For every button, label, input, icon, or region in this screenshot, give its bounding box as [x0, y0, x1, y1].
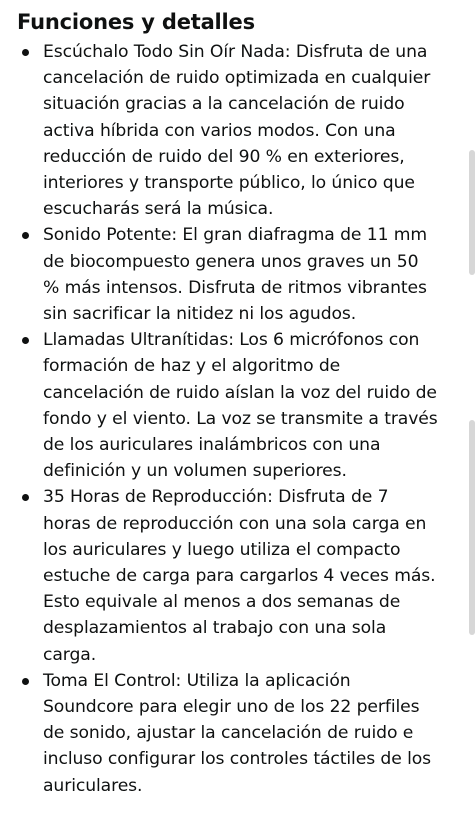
scrollbar-thumb[interactable]	[469, 150, 475, 275]
feature-text-line: definición y un volumen superiores.	[43, 461, 347, 482]
feature-text-line: de biocompuesto genera unos graves un 50	[43, 251, 419, 272]
feature-text-line: escucharás será la música.	[43, 199, 274, 220]
feature-text-line: cancelación de ruido optimizada en cualquier	[43, 68, 431, 89]
feature-text-line: activa híbrida con varios modos. Con una	[43, 120, 396, 141]
feature-text-line: cancelación de ruido aíslan la voz del ruido de	[43, 382, 437, 403]
feature-text-line: Toma El Control: Utiliza la aplicación	[43, 670, 351, 691]
feature-text-line: % más intensos. Disfruta de ritmos vibrantes	[43, 277, 427, 298]
feature-text-line: sin sacrificar la nitidez ni los agudos.	[43, 304, 357, 325]
feature-item-clear-calls	[0, 327, 462, 484]
feature-text-line: de sonido, ajustar la cancelación de ruido e	[43, 723, 414, 744]
scrollbar-track[interactable]	[467, 0, 475, 827]
feature-text-line: de los auriculares inalámbricos con una	[43, 435, 381, 456]
feature-text-line: desplazamientos al trabajo con una sola	[43, 618, 387, 639]
feature-text-line: estuche de carga para cargarlos 4 veces más.	[43, 566, 436, 587]
feature-text-line: Soundcore para elegir uno de los 22 perfiles	[43, 697, 420, 718]
feature-list	[0, 39, 462, 799]
feature-item-playback-time	[0, 484, 462, 667]
feature-text-line: los auriculares y luego utiliza el compacto	[43, 539, 401, 560]
feature-text-line: horas de reproducción con una sola carga en	[43, 513, 427, 534]
feature-text-line: 35 Horas de Reproducción: Disfruta de 7	[43, 487, 389, 508]
feature-item-noise-cancelling	[0, 39, 462, 222]
section-title: Funciones y detalles	[17, 10, 255, 34]
feature-item-powerful-sound	[0, 222, 462, 327]
feature-text-line: Llamadas Ultranítidas: Los 6 micrófonos con	[43, 330, 420, 351]
feature-text-line: Sonido Potente: El gran diafragma de 11 mm	[43, 225, 428, 246]
bullet-icon	[22, 232, 29, 239]
feature-text-line: situación gracias a la cancelación de ruido	[43, 94, 405, 115]
feature-text-line: reducción de ruido del 90 % en exteriores,	[43, 146, 405, 167]
feature-text-line: auriculares.	[43, 775, 143, 796]
feature-text-line: fondo y el viento. La voz se transmite a través	[43, 408, 438, 429]
bullet-icon	[22, 337, 29, 344]
bullet-icon	[22, 494, 29, 501]
bullet-icon	[22, 49, 29, 56]
feature-text-line: Escúchalo Todo Sin Oír Nada: Disfruta de una	[43, 42, 428, 62]
bullet-icon	[22, 678, 29, 685]
scrollbar-thumb[interactable]	[469, 420, 475, 635]
feature-text-line: incluso configurar los controles táctiles de los	[43, 749, 432, 770]
feature-text-line: formación de haz y el algoritmo de	[43, 356, 341, 377]
feature-text-line: interiores y transporte público, lo único que	[43, 173, 415, 194]
feature-text-line: carga.	[43, 644, 97, 665]
feature-item-app-control	[0, 668, 462, 799]
feature-text-line: Esto equivale al menos a dos semanas de	[43, 592, 401, 613]
